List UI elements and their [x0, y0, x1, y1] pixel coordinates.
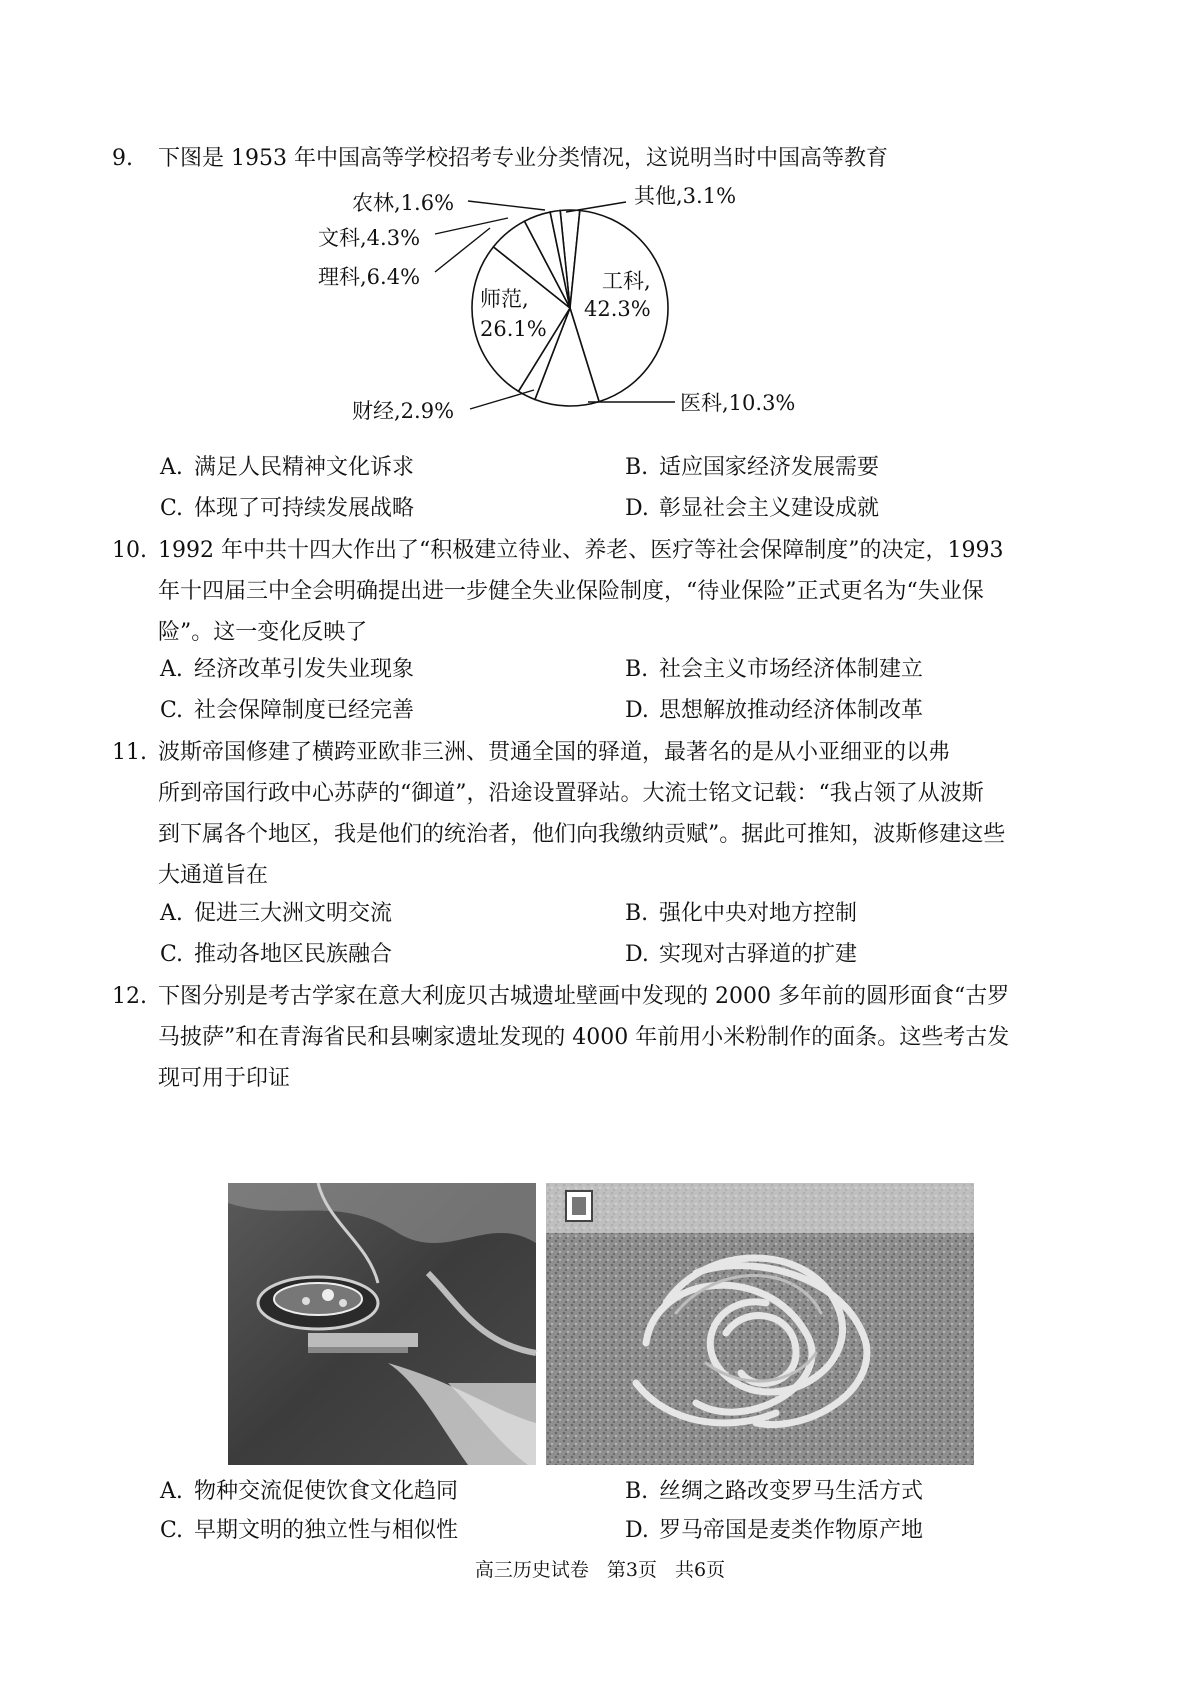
option-a[interactable]: A. 经济改革引发失业现象: [160, 657, 415, 682]
option-c[interactable]: C. 推动各地区民族融合: [160, 942, 393, 967]
option-a[interactable]: A. 满足人民精神文化诉求: [160, 455, 415, 480]
option-b[interactable]: B. 适应国家经济发展需要: [625, 455, 880, 480]
slice-label-engineering: 工科,: [602, 269, 651, 293]
leader-line-liberal-arts: [435, 218, 508, 234]
question-number: 12.: [112, 984, 147, 1009]
footer-subject: 高三历史试卷: [474, 1559, 589, 1581]
question-stem-line: 波斯帝国修建了横跨亚欧非三洲、贯通全国的驿道，最著名的是从小亚细亚的以弗: [158, 740, 951, 765]
option-b[interactable]: B. 强化中央对地方控制: [625, 901, 858, 926]
leader-line-other: [566, 202, 626, 212]
question-stem-line: 大通道旨在: [158, 863, 269, 888]
question-stem-line: 到下属各个地区，我是他们的统治者，他们向我缴纳贡赋”。据此可推知，波斯修建这些: [158, 822, 1006, 847]
question-stem: 下图是 1953 年中国高等学校招考专业分类情况，这说明当时中国高等教育: [158, 146, 888, 171]
option-d[interactable]: D. 思想解放推动经济体制改革: [625, 698, 924, 723]
leader-line-finance: [470, 390, 534, 409]
option-d[interactable]: D. 实现对古驿道的扩建: [625, 942, 858, 967]
slice-label-normal: 师范,: [480, 287, 529, 311]
option-d[interactable]: D. 彰显社会主义建设成就: [625, 496, 880, 521]
slice-label-medicine: 医科,10.3%: [680, 391, 796, 415]
question-stem-line: 所到帝国行政中心苏萨的“御道”，沿途设置驿站。大流士铭文记载：“我占领了从波斯: [158, 781, 984, 806]
question-stem-line: 年十四届三中全会明确提出进一步健全失业保险制度，“待业保险”正式更名为“失业保: [158, 579, 984, 604]
question-number: 9.: [112, 146, 133, 171]
option-c[interactable]: C. 体现了可持续发展战略: [160, 496, 415, 521]
slice-label-science: 理科,6.4%: [318, 265, 421, 289]
slice-label-finance: 财经,2.9%: [352, 399, 455, 423]
option-a[interactable]: A. 促进三大洲文明交流: [160, 901, 393, 926]
question-stem-line: 下图分别是考古学家在意大利庞贝古城遗址壁画中发现的 2000 多年前的圆形面食“古罗: [158, 984, 1010, 1009]
slice-value-normal: 26.1%: [480, 317, 547, 341]
question-10: [112, 530, 1102, 653]
lajia-noodles-photo: [546, 1183, 974, 1465]
question-stem-line: 马披萨”和在青海省民和县喇家遗址发现的 4000 年前用小米粉制作的面条。这些考古发: [158, 1025, 1010, 1050]
slice-label-liberal-arts: 文科,4.3%: [318, 226, 421, 250]
question-12: [112, 976, 1102, 1099]
pompeii-fresco-photo: [228, 1183, 536, 1465]
question-stem-line: 现可用于印证: [158, 1066, 291, 1091]
option-a[interactable]: A. 物种交流促使饮食文化趋同: [160, 1479, 459, 1504]
question-number: 11.: [112, 740, 147, 765]
slice-label-other: 其他,3.1%: [634, 184, 737, 208]
question-11: [112, 732, 1102, 896]
option-c[interactable]: C. 社会保障制度已经完善: [160, 698, 415, 723]
slice-value-engineering: 42.3%: [584, 297, 651, 321]
slice-label-agriculture: 农林,1.6%: [352, 191, 455, 215]
footer-page-number: 第3页: [606, 1559, 657, 1581]
option-b[interactable]: B. 社会主义市场经济体制建立: [625, 657, 924, 682]
option-b[interactable]: B. 丝绸之路改变罗马生活方式: [625, 1479, 924, 1504]
option-c[interactable]: C. 早期文明的独立性与相似性: [160, 1518, 459, 1543]
question-stem-line: 险”。这一变化反映了: [158, 620, 368, 645]
question-stem-line: 1992 年中共十四大作出了“积极建立待业、养老、医疗等社会保障制度”的决定，1993: [158, 538, 1004, 563]
option-d[interactable]: D. 罗马帝国是麦类作物原产地: [625, 1518, 924, 1543]
question-9: [112, 138, 1102, 179]
question-number: 10.: [112, 538, 147, 563]
leader-line-agriculture: [468, 201, 545, 210]
pie-chart: [318, 184, 850, 440]
page-footer: [0, 1555, 1200, 1582]
footer-total-pages: 共6页: [675, 1559, 726, 1581]
